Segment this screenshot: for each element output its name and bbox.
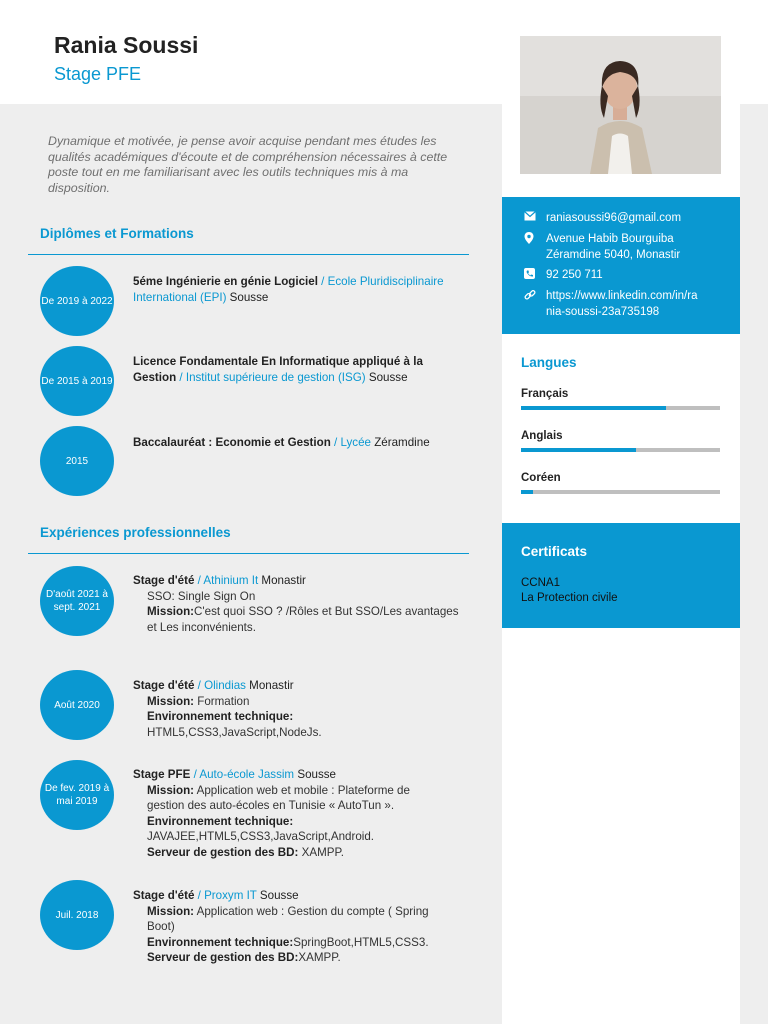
contact-email[interactable]: raniasoussi96@gmail.com <box>546 212 682 224</box>
experiences-divider <box>28 553 469 554</box>
certificate-item: La Protection civile <box>521 592 618 604</box>
language-level-bar <box>521 406 720 410</box>
language-level-fill <box>521 448 636 452</box>
language-level-bar <box>521 490 720 494</box>
experience-detail: Environnement technique: <box>147 710 294 723</box>
diploma-city: Zéramdine <box>371 436 430 449</box>
experience-detail: SSO: Single Sign On <box>147 589 256 603</box>
experience-detail: Serveur de gestion des BD: XAMPP. <box>147 845 344 859</box>
diploma-school: Ecole Pluridisciplinaire International (EPI) <box>133 275 444 304</box>
diploma-date-badge: De 2015 à 2019 <box>40 346 114 416</box>
profile-summary: Dynamique et motivée, je pense avoir acquise pendant mes études les qualités académiques d'écoute et de compréhension nécessaires à cette poste tout en me familiarisant avec les outils techniques mis à ma disposition. <box>48 134 448 195</box>
language-name: Coréen <box>521 472 561 484</box>
experience-date-badge: De fev. 2019 à mai 2019 <box>40 760 114 830</box>
experience-detail: Mission: Application web et mobile : Plateforme de gestion des auto-écoles en Tunisie « AutoTun ». <box>147 783 410 812</box>
email-icon <box>524 211 546 227</box>
certificate-item: CCNA1 <box>521 577 560 589</box>
diploma-title: Licence Fondamentale En Informatique appliqué à la Gestion <box>133 355 423 384</box>
contact-address-row <box>524 232 734 263</box>
contact-address-line1: Avenue Habib Bourguiba <box>546 233 674 245</box>
experience-entry: Stage d'été / Athinium It Monastir SSO: Single Sign On Mission:C'est quoi SSO ? /Rôles et But SSO/Les avantages et Les inconvénients. <box>133 573 463 635</box>
languages-title: Langues <box>521 355 577 370</box>
contact-linkedin-line1[interactable]: https://www.linkedin.com/in/ra <box>546 290 698 302</box>
diploma-entry: 5éme Ingénierie en génie Logiciel / Ecole Pluridisciplinaire International (EPI) Sousse <box>133 275 444 304</box>
language-item <box>521 472 720 494</box>
diploma-city: Sousse <box>365 370 408 384</box>
experience-detail: Mission: Application web : Gestion du compte ( Spring Boot) <box>147 904 429 933</box>
contact-phone-row[interactable] <box>524 268 734 285</box>
experience-company: Athinium It <box>203 574 259 587</box>
diplomas-title: Diplômes et Formations <box>40 226 194 241</box>
certificates-title: Certificats <box>521 544 588 559</box>
certificates-panel <box>502 523 740 628</box>
language-level-fill <box>521 490 533 494</box>
profile-photo <box>520 36 721 174</box>
language-level-bar <box>521 448 720 452</box>
experience-city: Sousse <box>294 768 337 781</box>
experience-detail: HTML5,CSS3,JavaScript,NodeJs. <box>147 725 322 739</box>
experience-company: Proxym IT <box>204 889 257 902</box>
contact-linkedin-line2[interactable]: nia-soussi-23a735198 <box>546 305 660 318</box>
experience-company: Auto-école Jassim <box>199 768 295 781</box>
diploma-date-badge: De 2019 à 2022 <box>40 266 114 336</box>
contact-linkedin-row[interactable] <box>524 289 734 320</box>
contact-phone[interactable]: 92 250 711 <box>546 269 603 281</box>
contact-panel <box>502 197 740 334</box>
experience-detail: Environnement technique: JAVAJEE,HTML5,CSS3,JavaScript,Android. <box>147 814 375 843</box>
language-name: Français <box>521 388 569 400</box>
experience-city: Sousse <box>256 889 299 902</box>
contact-address-line2: Zéramdine 5040, Monastir <box>546 248 681 261</box>
diploma-school: Institut supérieure de gestion (ISG) <box>185 370 366 384</box>
experience-title: Stage d'été <box>133 679 195 692</box>
phone-icon <box>524 268 546 285</box>
diploma-school: Lycée <box>340 436 371 449</box>
experience-entry: Stage d'été / Proxym IT Sousse Mission: Application web : Gestion du compte ( Spring Boot) Environnement technique:SpringBoot,HTML5,CSS3. Serveur de gestion des BD:XAMPP. <box>133 888 463 966</box>
language-item <box>521 388 720 410</box>
experience-detail: Mission:C'est quoi SSO ? /Rôles et But SSO/Les avantages et Les inconvénients. <box>147 605 459 634</box>
language-item <box>521 430 720 452</box>
experience-city: Monastir <box>258 574 306 587</box>
experience-entry: Stage d'été / Olindias Monastir Mission: Formation Environnement technique: HTML5,CSS3,JavaScript,NodeJs. <box>133 678 463 740</box>
experience-title: Stage d'été <box>133 889 195 902</box>
diploma-date-badge: 2015 <box>40 426 114 496</box>
diploma-city: Sousse <box>226 290 269 304</box>
experience-date-badge: Juil. 2018 <box>40 880 114 950</box>
language-level-fill <box>521 406 666 410</box>
experience-title: Stage PFE <box>133 768 191 781</box>
experience-detail: Serveur de gestion des BD:XAMPP. <box>147 951 341 964</box>
diploma-title: 5éme Ingénierie en génie Logiciel <box>133 275 318 288</box>
candidate-name: Rania Soussi <box>54 32 199 58</box>
diploma-entry: Licence Fondamentale En Informatique appliqué à la Gestion / Institut supérieure de gestion (ISG) Sousse <box>133 355 423 384</box>
diplomas-divider <box>28 254 469 255</box>
experience-company: Olindias <box>204 679 246 692</box>
link-icon <box>524 289 546 320</box>
experience-title: Stage d'été <box>133 574 195 587</box>
diploma-entry: Baccalauréat : Economie et Gestion / Lycée Zéramdine <box>133 436 430 449</box>
experience-city: Monastir <box>245 679 294 692</box>
experience-detail: Environnement technique:SpringBoot,HTML5,CSS3. <box>147 935 429 949</box>
contact-email-row[interactable] <box>524 211 734 227</box>
location-pin-icon <box>524 232 546 263</box>
diploma-title: Baccalauréat : Economie et Gestion <box>133 436 331 449</box>
experience-detail: Mission: Formation <box>147 694 250 708</box>
candidate-role: Stage PFE <box>54 64 142 84</box>
experience-date-badge: D'août 2021 à sept. 2021 <box>40 566 114 636</box>
language-name: Anglais <box>521 430 563 442</box>
experiences-title: Expériences professionnelles <box>40 525 231 540</box>
experience-entry: Stage PFE / Auto-école Jassim Sousse Mission: Application web et mobile : Plateforme de gestion des auto-écoles en Tunisie « AutoTun ». Environnement technique: JAVAJEE,HTML5,CSS3,JavaScript,Android. Serveur de gestion des BD: XAMPP. <box>133 767 463 860</box>
experience-date-badge: Août 2020 <box>40 670 114 740</box>
